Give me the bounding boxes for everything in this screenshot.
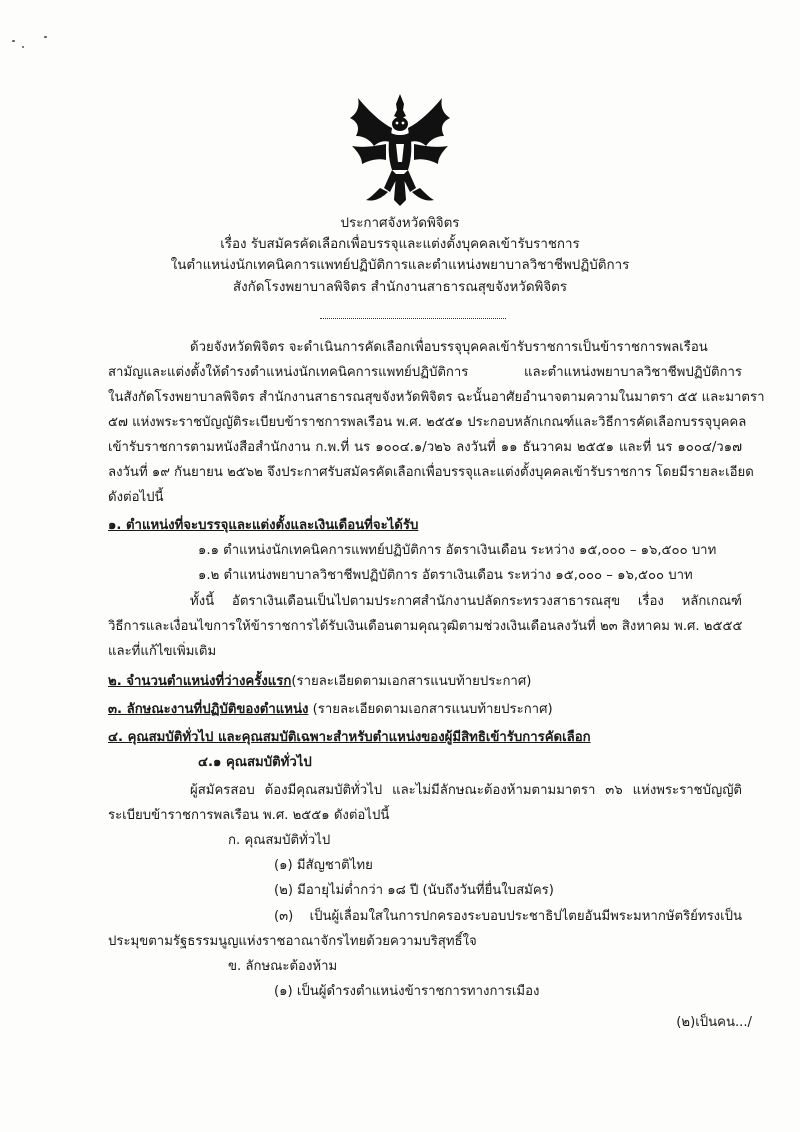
section-4-heading: ๔. คุณสมบัติทั่วไป และคุณสมบัติเฉพาะสำหรับตำแหน่งของผู้มีสิทธิเข้ารับการคัดเลือก: [108, 730, 591, 745]
prohibition-item: (๑) เป็นผู้ดำรงตำแหน่งข้าราชการทางการเมือง: [274, 984, 540, 999]
section-1-heading: ๑. ตำแหน่งที่จะบรรจุและแต่งตั้งและเงินเดือนที่จะได้รับ: [108, 518, 419, 533]
qualification-para-line: ผู้สมัครสอบ ต้องมีคุณสมบัติทั่วไป และไม่มีลักษณะต้องห้ามตามมาตรา ๓๖ แห่งพระราชบัญญัติ: [190, 783, 742, 798]
section-2: [108, 673, 531, 691]
intro-line: ด้วยจังหวัดพิจิตร จะดำเนินการคัดเลือกเพื่อบรรจุบุคคลเข้ารับราชการเป็นข้าราชการพลเรือน: [190, 340, 708, 355]
intro-line: ๕๗ แห่งพระราชบัญญัติระเบียบข้าราชการพลเรือน พ.ศ. ๒๕๕๑ ประกอบหลักเกณฑ์และวิธีการคัดเลือกบรรจุบุคคล: [108, 415, 747, 430]
page-continuation: (๒)เป็นคน.../: [676, 1015, 752, 1030]
general-qualification-label: ก. คุณสมบัติทั่วไป: [228, 833, 331, 848]
header-divider: [320, 318, 506, 319]
salary-note-line: ทั้งนี้ อัตราเงินเดือนเป็นไปตามประกาศสำนักงานปลัดกระทรวงสาธารณสุข เรื่อง หลักเกณฑ์: [190, 594, 742, 609]
announcement-title: ประกาศจังหวัดพิจิตร: [340, 216, 460, 231]
intro-line: ในสังกัดโรงพยาบาลพิจิตร สำนักงานสาธารณสุขจังหวัดพิจิตร ฉะนั้นอาศัยอำนาจตามความในมาตรา ๕๕ และมาตรา: [108, 390, 765, 405]
salary-note-line: วิธีการและเงื่อนไขการให้ข้าราชการได้รับเงินเดือนตามคุณวุฒิตามช่วงเงินเดือนลงวันที่ ๒๓ สิงหาคม พ.ศ. ๒๕๕๕: [108, 619, 743, 634]
qualification-para-line: ระเบียบข้าราชการพลเรือน พ.ศ. ๒๕๕๑ ดังต่อไปนี้: [108, 808, 390, 823]
section-3-detail: (รายละเอียดตามเอกสารแนบท้ายประกาศ): [308, 702, 553, 717]
section-2-detail: (รายละเอียดตามเอกสารแนบท้ายประกาศ): [291, 674, 532, 689]
section-2-heading: ๒. จำนวนตำแหน่งที่ว่างครั้งแรก: [108, 674, 292, 689]
position-item: ๑.๑ ตำแหน่งนักเทคนิคการแพทย์ปฏิบัติการ อัตราเงินเดือน ระหว่าง ๑๕,๐๐๐ – ๑๖,๕๐๐ บาท: [198, 543, 717, 558]
section-3-heading: ๓. ลักษณะงานที่ปฏิบัติของตำแหน่ง: [108, 702, 309, 717]
intro-line: ลงวันที่ ๑๙ กันยายน ๒๕๖๒ จึงประกาศรับสมัครคัดเลือกเพื่อบรรจุและแต่งตั้งบุคคลเข้ารับราชการ โดยมีรายละเอียด: [108, 465, 754, 480]
qualification-item: (๒) มีอายุไม่ต่ำกว่า ๑๘ ปี (นับถึงวันที่ยื่นใบสมัคร): [274, 883, 554, 898]
garuda-emblem-icon: [340, 88, 460, 208]
scan-speck: [22, 46, 24, 48]
salary-note-line: และที่แก้ไขเพิ่มเติม: [108, 644, 217, 659]
announcement-subject: เรื่อง รับสมัครคัดเลือกเพื่อบรรจุและแต่งตั้งบุคคลเข้ารับราชการ: [220, 237, 580, 252]
announcement-agency: สังกัดโรงพยาบาลพิจิตร สำนักงานสาธารณสุขจังหวัดพิจิตร: [232, 280, 568, 295]
section-4-1-heading: ๔.๑ คุณสมบัติทั่วไป: [198, 755, 312, 770]
qualification-item: (๑) มีสัญชาติไทย: [274, 858, 373, 873]
scan-speck: [44, 36, 47, 38]
intro-line: เข้ารับราชการตามหนังสือสำนักงาน ก.พ.ที่ นร ๑๐๐๔.๑/ว๒๖ ลงวันที่ ๑๑ ธันวาคม ๒๕๕๑ และที่ นร ๑๐๐๔/ว๑๗: [108, 440, 742, 455]
intro-line: ดังต่อไปนี้: [108, 490, 164, 505]
qualification-item: (๓) เป็นผู้เลื่อมใสในการปกครองระบอบประชาธิปไตยอันมีพระมหากษัตริย์ทรงเป็น: [274, 909, 742, 924]
qualification-item-continued: ประมุขตามรัฐธรรมนูญแห่งราชอาณาจักรไทยด้วยความบริสุทธิ์ใจ: [108, 934, 477, 949]
scan-speck: [12, 40, 15, 42]
prohibition-label: ข. ลักษณะต้องห้าม: [228, 959, 338, 974]
intro-line: สามัญและแต่งตั้งให้ดำรงตำแหน่งนักเทคนิคการแพทย์ปฏิบัติการ และตำแหน่งพยาบาลวิชาชีพปฏิบัติการ: [108, 365, 742, 380]
section-3: [108, 701, 553, 719]
announcement-positions: ในตำแหน่งนักเทคนิคการแพทย์ปฏิบัติการและตำแหน่งพยาบาลวิชาชีพปฏิบัติการ: [170, 258, 630, 273]
position-item: ๑.๒ ตำแหน่งพยาบาลวิชาชีพปฏิบัติการ อัตราเงินเดือน ระหว่าง ๑๕,๐๐๐ – ๑๖,๕๐๐ บาท: [198, 568, 693, 583]
